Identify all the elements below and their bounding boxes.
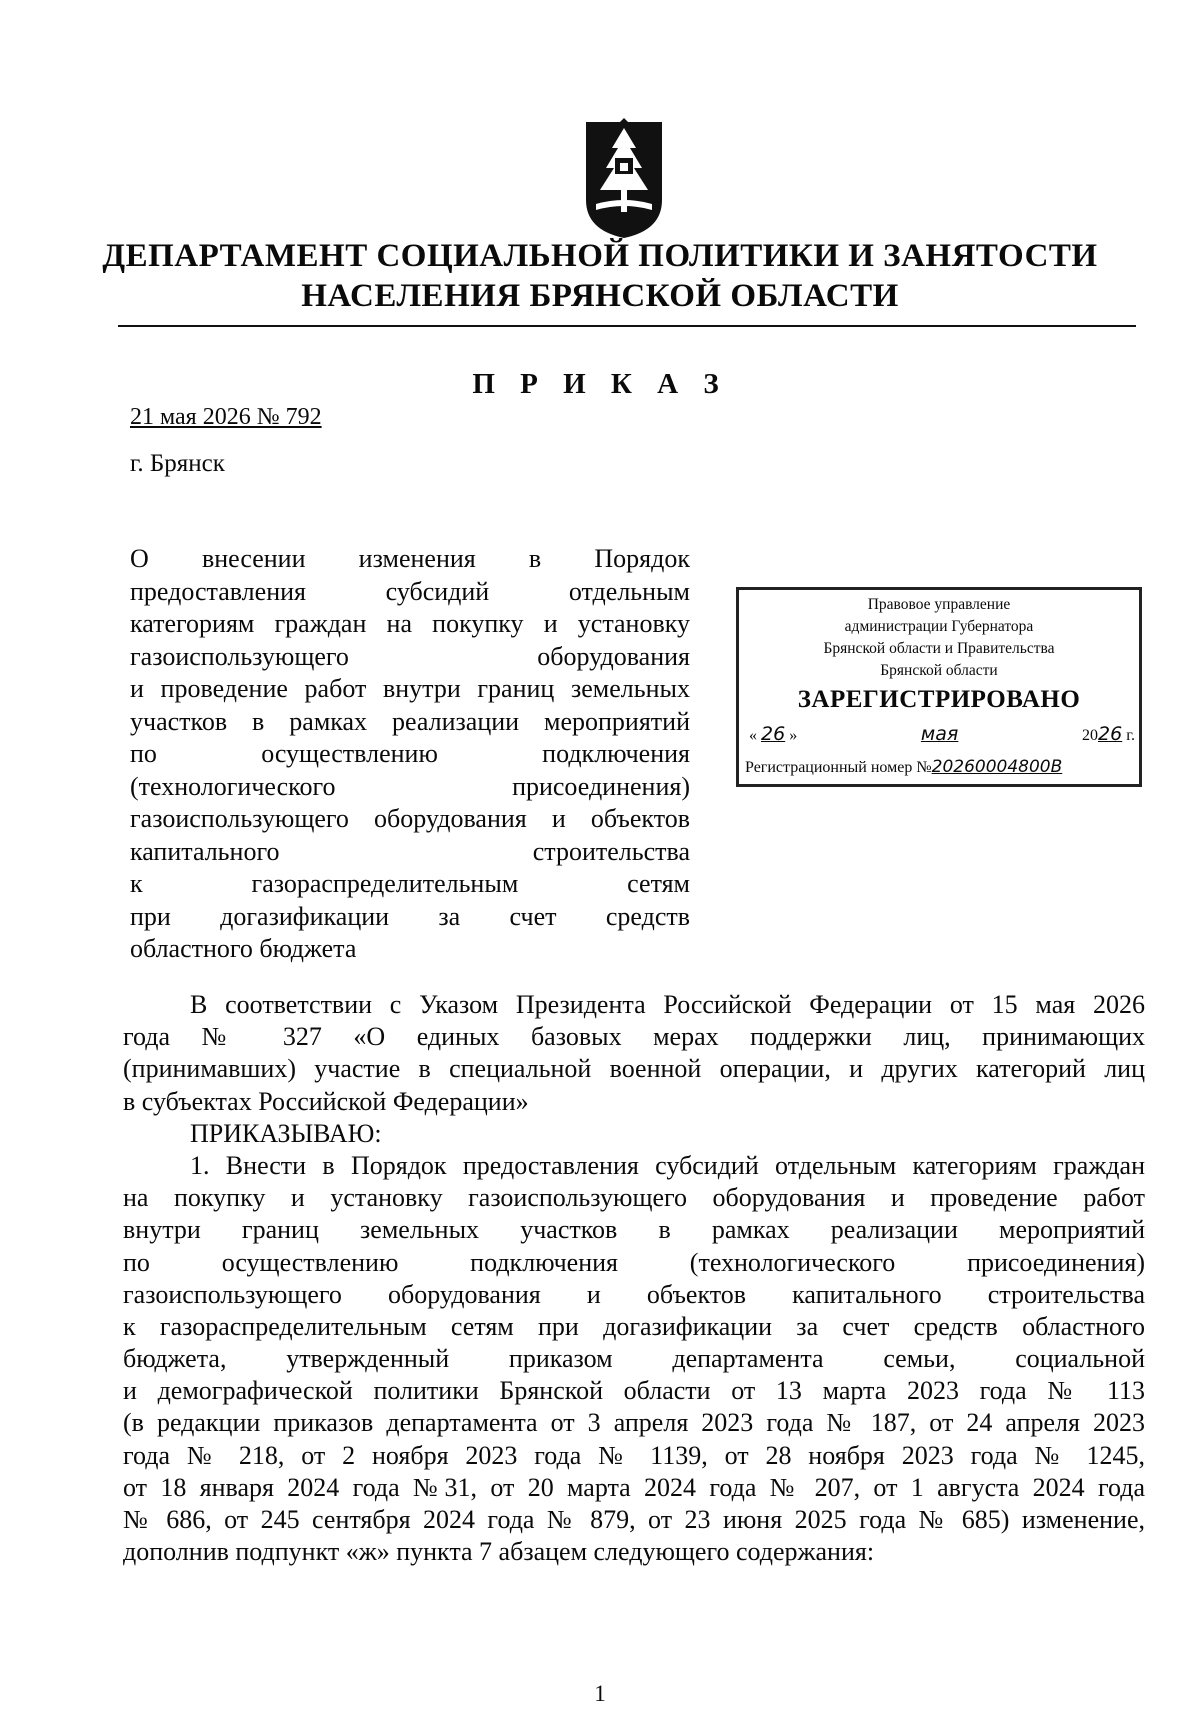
stamp-registration-number-row	[739, 752, 1139, 783]
subject-line: О внесении изменения в Порядок	[130, 544, 690, 573]
body-line: на покупку и установку газоиспользующего оборудования и проведение работ	[123, 1183, 1145, 1213]
subject-line: капитального строительства	[130, 836, 690, 866]
subject-line: по осуществлению подключения	[130, 739, 690, 768]
stamp-day-field: « 26 »	[749, 723, 798, 745]
subject-line: при догазификации за счет средств	[130, 901, 690, 931]
stamp-line: администрации Губернатора	[844, 618, 1034, 635]
subject-line: предоставления субсидий отдельным	[130, 576, 690, 606]
body-line: в субъектах Российской Федерации»	[123, 1086, 529, 1116]
stamp-date-row	[739, 718, 1139, 752]
stamp-year-prefix: 20	[1082, 727, 1099, 744]
subject-line: (технологического присоединения)	[130, 771, 690, 801]
body-line: года № 327 «О единых базовых мерах поддержки лиц, принимающих	[123, 1022, 1145, 1052]
stamp-registered-label: ЗАРЕГИСТРИРОВАНО	[797, 686, 1081, 713]
body-line: (в редакции приказов департамента от 3 апреля 2023 года № 187, от 24 апреля 2023	[123, 1408, 1145, 1438]
header-divider	[118, 325, 1136, 327]
stamp-reg-label: Регистрационный номер №	[745, 759, 932, 776]
body-line: газоиспользующего оборудования и объектов капитального строительства	[123, 1279, 1145, 1309]
body-line: внутри границ земельных участков в рамках реализации мероприятий	[123, 1215, 1145, 1245]
subject-line: областного бюджета	[130, 934, 357, 963]
order-date-text: 21 мая 2026 № 792	[130, 404, 322, 430]
body-line: по осуществлению подключения (технологического присоединения)	[123, 1247, 1145, 1277]
subject-line: газоиспользующего оборудования	[130, 641, 690, 671]
order-title: П Р И К А З	[472, 368, 728, 400]
department-name-line-2: НАСЕЛЕНИЯ БРЯНСКОЙ ОБЛАСТИ	[301, 278, 899, 314]
stamp-year-unit: г.	[1126, 727, 1135, 744]
stamp-line: Брянской области	[880, 662, 998, 679]
body-line: к газораспределительным сетям при догазификации за счет средств областного	[123, 1311, 1145, 1341]
subject-line: категориям граждан на покупку и установку	[130, 609, 690, 638]
stamp-month: мая	[920, 723, 959, 745]
registration-stamp	[736, 587, 1142, 787]
body-line: дополнив подпункт «ж» пункта 7 абзацем следующего содержания:	[123, 1537, 875, 1567]
stamp-year-suffix: 26	[1098, 723, 1123, 745]
order-body	[123, 989, 1145, 1568]
body-line: № 686, от 245 сентября 2024 года № 879, от 23 июня 2025 года № 685) изменение,	[123, 1505, 1145, 1534]
department-name-line-1: ДЕПАРТАМЕНТ СОЦИАЛЬНОЙ ПОЛИТИКИ И ЗАНЯТОСТИ	[102, 238, 1098, 274]
stamp-year-field	[1082, 718, 1135, 752]
order-date-number	[130, 404, 322, 431]
coat-of-arms-emblem	[582, 118, 666, 240]
stamp-reg-number: 20260004800В	[931, 757, 1063, 777]
subject-line: газоиспользующего оборудования и объектов	[130, 804, 690, 833]
subject-line: участков в рамках реализации мероприятий	[130, 706, 690, 736]
subject-line: и проведение работ внутри границ земельных	[130, 674, 690, 703]
body-line: года № 218, от 2 ноября 2023 года № 1139, от 28 ноября 2023 года № 1245,	[123, 1440, 1145, 1470]
body-line-orders: ПРИКАЗЫВАЮ:	[190, 1118, 382, 1148]
body-line: В соответствии с Указом Президента Российской Федерации от 15 мая 2026	[190, 990, 1145, 1019]
stamp-line: Брянской области и Правительства	[823, 640, 1055, 657]
body-line: от 18 января 2024 года №31, от 20 марта 2024 года № 207, от 1 августа 2024 года	[123, 1472, 1145, 1502]
stamp-day: 26	[761, 723, 786, 745]
body-line: (принимавших) участие в специальной военной операции, и других категорий лиц	[123, 1054, 1145, 1084]
page-number: 1	[594, 1681, 606, 1706]
body-line: бюджета, утвержденный приказом департамента семьи, социальной	[123, 1344, 1145, 1374]
body-line: и демографической политики Брянской области от 13 марта 2023 года № 113	[123, 1376, 1145, 1406]
order-city: г. Брянск	[130, 450, 225, 477]
body-line: 1. Внести в Порядок предоставления субсидий отдельным категориям граждан	[190, 1150, 1145, 1180]
subject-line: к газораспределительным сетям	[130, 869, 690, 898]
order-subject	[130, 543, 690, 966]
stamp-line: Правовое управление	[867, 596, 1011, 613]
